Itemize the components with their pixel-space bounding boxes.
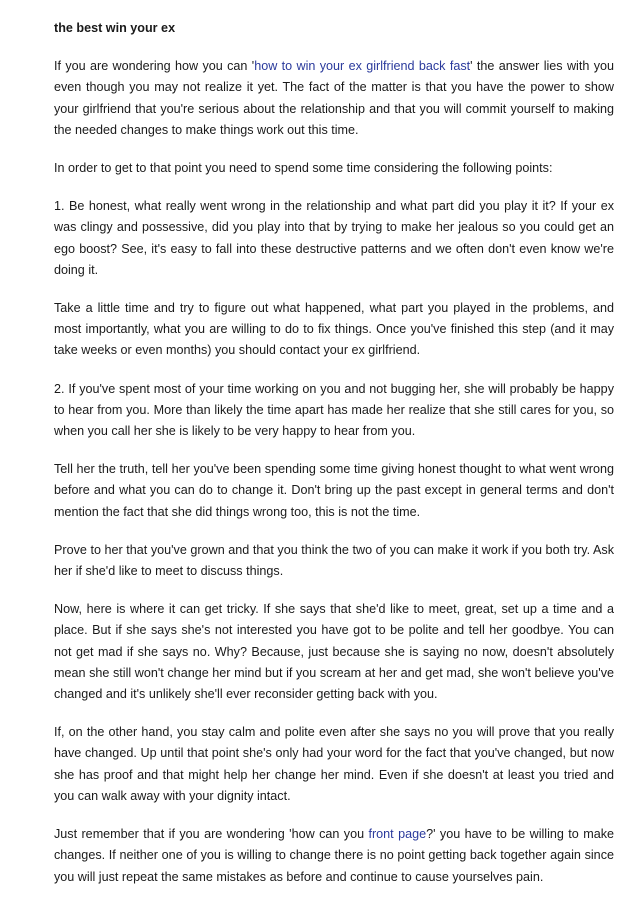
document-title: the best win your ex xyxy=(54,21,176,35)
paragraph-tell-truth: Tell her the truth, tell her you've been spending some time giving honest thought to what went wrong before and what you can do to change it. Don't bring up the past except in general terms and don't mention the fact that she did things wrong too, this is not the time. xyxy=(54,462,614,519)
paragraph-reflect: Take a little time and try to figure out what happened, what part you played in the problems, and most importantly, what you are willing to do to fix things. Once you've finished this step (and it may take weeks or even months) you should contact your ex girlfriend. xyxy=(54,301,614,358)
paragraph-points-intro: In order to get to that point you need to spend some time considering the following points: xyxy=(54,161,553,176)
paragraph-conclusion-text-before: Just remember that if you are wondering 'how can you xyxy=(54,827,369,842)
link-win-ex-girlfriend-back-fast[interactable]: how to win your ex girlfriend back fast xyxy=(254,59,471,74)
document-page xyxy=(54,18,614,905)
link-front-page[interactable]: front page xyxy=(368,827,427,842)
paragraph-prove-growth: Prove to her that you've grown and that you think the two of you can make it work if you both try. Ask her if she'd like to meet to discuss things. xyxy=(54,542,614,579)
paragraph-intro xyxy=(54,56,614,141)
paragraph-conclusion-text-after: ?' you have to be willing to make changes. If neither one of you is willing to change there is no point getting back together again since you will just repeat the same mistakes as before and continue to cause yourselves pain. xyxy=(54,827,615,884)
paragraph-stay-calm: If, on the other hand, you stay calm and polite even after she says no you will prove that you really have changed. Up until that point she's only had your word for the fact that you've changed, but now she has proof and that might help her change her mind. Even if she doesn't at least you tried and you can walk away with your dignity intact. xyxy=(54,725,614,803)
paragraph-intro-text-before: If you are wondering how you can ' xyxy=(54,59,255,74)
paragraph-tricky: Now, here is where it can get tricky. If she says that she'd like to meet, great, set up a time and a place. But if she says she's not interested you have got to be polite and tell her goodbye. You can not get mad if she says no. Why? Because, just because she is saying no now, doesn't absolutely mean she still won't change her mind but if you scream at her and get mad, she won't believe you've changed and it's unlikely she'll ever reconsider getting back with you. xyxy=(54,602,614,702)
paragraph-point-2: 2. If you've spent most of your time working on you and not bugging her, she will probably be happy to hear from you. More than likely the time apart has made her realize that she still cares for you, so when you call her she is likely to be very happy to hear from you. xyxy=(54,381,614,439)
paragraph-point-1: 1. Be honest, what really went wrong in the relationship and what part did you play it it? If your ex was clingy and possessive, did you play into that by trying to make her jealous so you could get an ego boost? See, it's easy to fall into these destructive patterns and we often don't even know we're doing it. xyxy=(54,199,614,277)
paragraph-conclusion xyxy=(54,824,614,888)
paragraph-intro-text-after: ' the answer lies with you even though you may not realize it yet. The fact of the matter is that you have the power to show your girlfriend that you're serious about the relationship and that you will commit yourself to making the needed changes to make things work out this time. xyxy=(54,59,614,137)
